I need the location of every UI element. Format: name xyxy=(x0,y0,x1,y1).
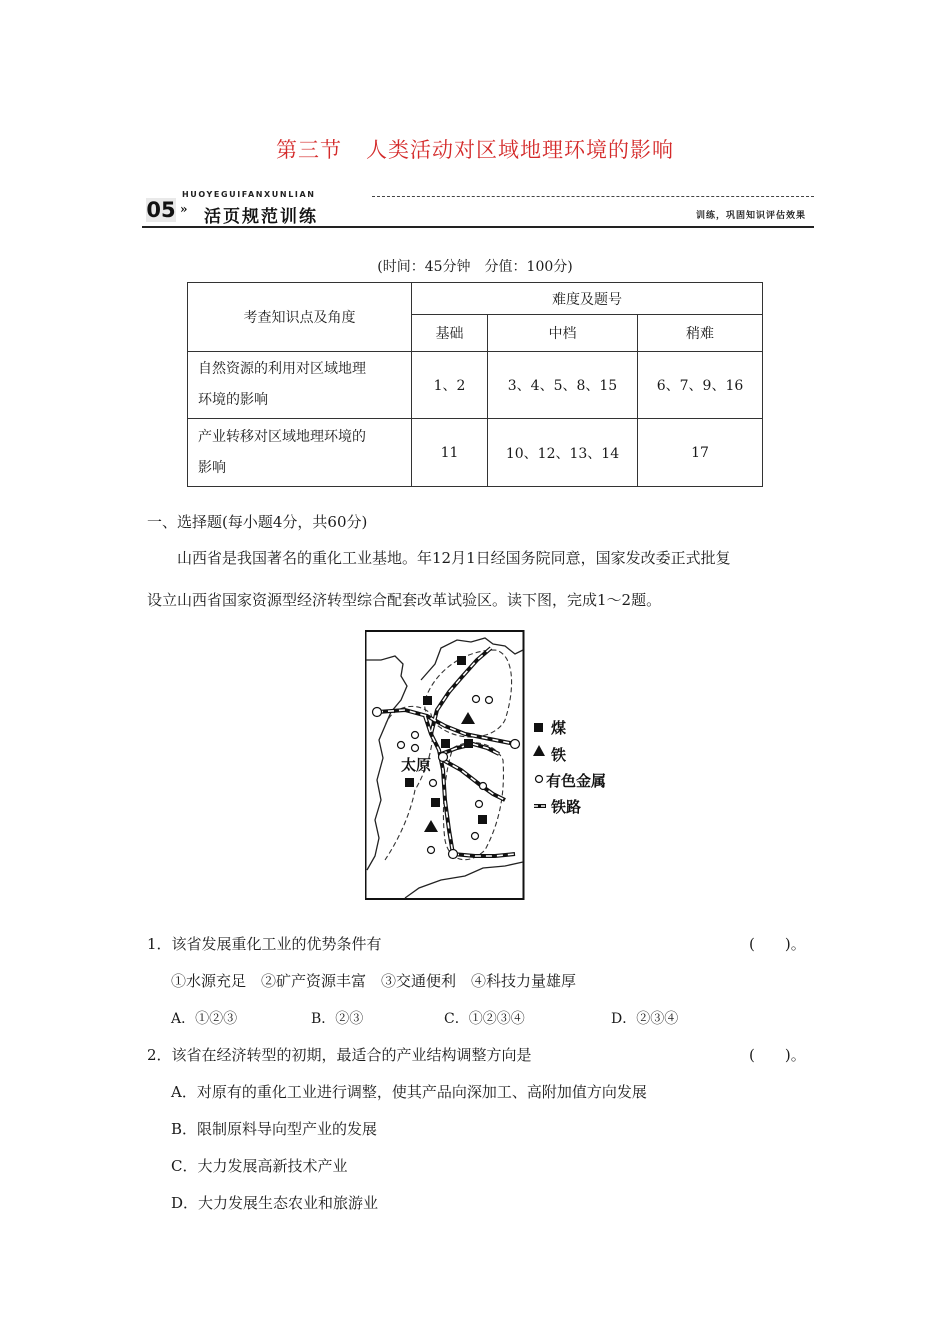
map-frame xyxy=(366,631,524,899)
question-1-option-b[interactable]: B．②③ xyxy=(311,1011,364,1027)
legend-railway-label: 铁路 xyxy=(551,798,582,816)
question-2-option-a[interactable]: A．对原有的重化工业进行调整，使其产品向深加工、高附加值方向发展 xyxy=(171,1083,647,1101)
topic-line: 影响 xyxy=(198,459,226,476)
legend-nonferrous-icon xyxy=(536,776,543,783)
table-header-topic: 考查知识点及角度 xyxy=(188,283,412,352)
railway-line-dashes xyxy=(377,648,515,856)
title-main: 人类活动对区域地理环境的影响 xyxy=(366,138,674,162)
intro-line: 山西省是我国著名的重化工业基地。年12月1日经国务院同意，国家发改委正式批复 xyxy=(177,549,731,567)
table-header-hard: 稍难 xyxy=(638,315,763,352)
table-cell-hard: 17 xyxy=(638,419,763,487)
legend-iron-icon xyxy=(533,745,545,756)
banner-name: 活页规范训练 xyxy=(204,207,318,227)
banner-dotted-line xyxy=(372,196,814,197)
topic-line: 自然资源的利用对区域地理 xyxy=(198,361,366,377)
table-row xyxy=(188,419,763,487)
section-banner xyxy=(142,190,814,230)
table-header-difficulty: 难度及题号 xyxy=(412,283,763,315)
question-2-option-b[interactable]: B．限制原料导向型产业的发展 xyxy=(171,1120,378,1138)
knowledge-table xyxy=(187,282,763,487)
question-1-stem: 1．该省发展重化工业的优势条件有 xyxy=(147,935,382,953)
table-cell-topic xyxy=(188,419,412,487)
question-1-option-d[interactable]: D．②③④ xyxy=(611,1011,679,1027)
table-row xyxy=(188,352,763,419)
table-header-medium: 中档 xyxy=(488,315,638,352)
table-cell-hard: 6、7、9、16 xyxy=(638,352,763,419)
question-1-answer-bracket: ( )。 xyxy=(749,935,806,953)
banner-number: 05 xyxy=(146,198,176,222)
table-cell-basic: 11 xyxy=(412,419,488,487)
table-cell-medium: 10、12、13、14 xyxy=(488,419,638,487)
title-section: 第三节 xyxy=(276,138,342,162)
banner-pinyin: HUOYEGUIFANXUNLIAN xyxy=(182,190,316,199)
table-cell-basic: 1、2 xyxy=(412,352,488,419)
legend-coal-icon xyxy=(534,723,543,732)
question-2-stem: 2．该省在经济转型的初期，最适合的产业结构调整方向是 xyxy=(147,1046,532,1064)
legend-nonferrous-label: 有色金属 xyxy=(546,772,607,790)
question-2-option-c[interactable]: C．大力发展高新技术产业 xyxy=(171,1157,348,1175)
banner-chevron-icon: » xyxy=(180,202,188,216)
intro-line: 设立山西省国家资源型经济转型综合配套改革试验区。读下图，完成1～2题。 xyxy=(147,591,662,609)
city-label-taiyuan: 太原 xyxy=(401,756,432,774)
legend-iron-label: 铁 xyxy=(551,746,567,764)
province-border xyxy=(405,862,523,898)
section-heading: 一、选择题(每小题4分，共60分) xyxy=(147,513,368,531)
table-cell-medium: 3、4、5、8、15 xyxy=(488,352,638,419)
question-1-option-c[interactable]: C．①②③④ xyxy=(444,1011,525,1027)
map-legend xyxy=(533,719,606,816)
time-score-info: (时间：45分钟 分值：100分) xyxy=(377,259,573,275)
question-2-answer-bracket: ( )。 xyxy=(749,1046,806,1064)
banner-rule xyxy=(142,226,814,228)
topic-line: 环境的影响 xyxy=(198,392,268,408)
shanxi-resource-map xyxy=(365,630,625,902)
table-cell-topic xyxy=(188,352,412,419)
question-1-items: ①水源充足 ②矿产资源丰富 ③交通便利 ④科技力量雄厚 xyxy=(171,972,577,990)
legend-coal-label: 煤 xyxy=(551,719,567,737)
page-title xyxy=(0,134,950,164)
banner-slogan: 训练，巩固知识评估效果 xyxy=(695,211,806,221)
topic-line: 产业转移对区域地理环境的 xyxy=(198,428,366,445)
question-1-option-a[interactable]: A．①②③ xyxy=(171,1011,238,1027)
question-2-option-d[interactable]: D．大力发展生态农业和旅游业 xyxy=(171,1194,379,1212)
table-header-basic: 基础 xyxy=(412,315,488,352)
